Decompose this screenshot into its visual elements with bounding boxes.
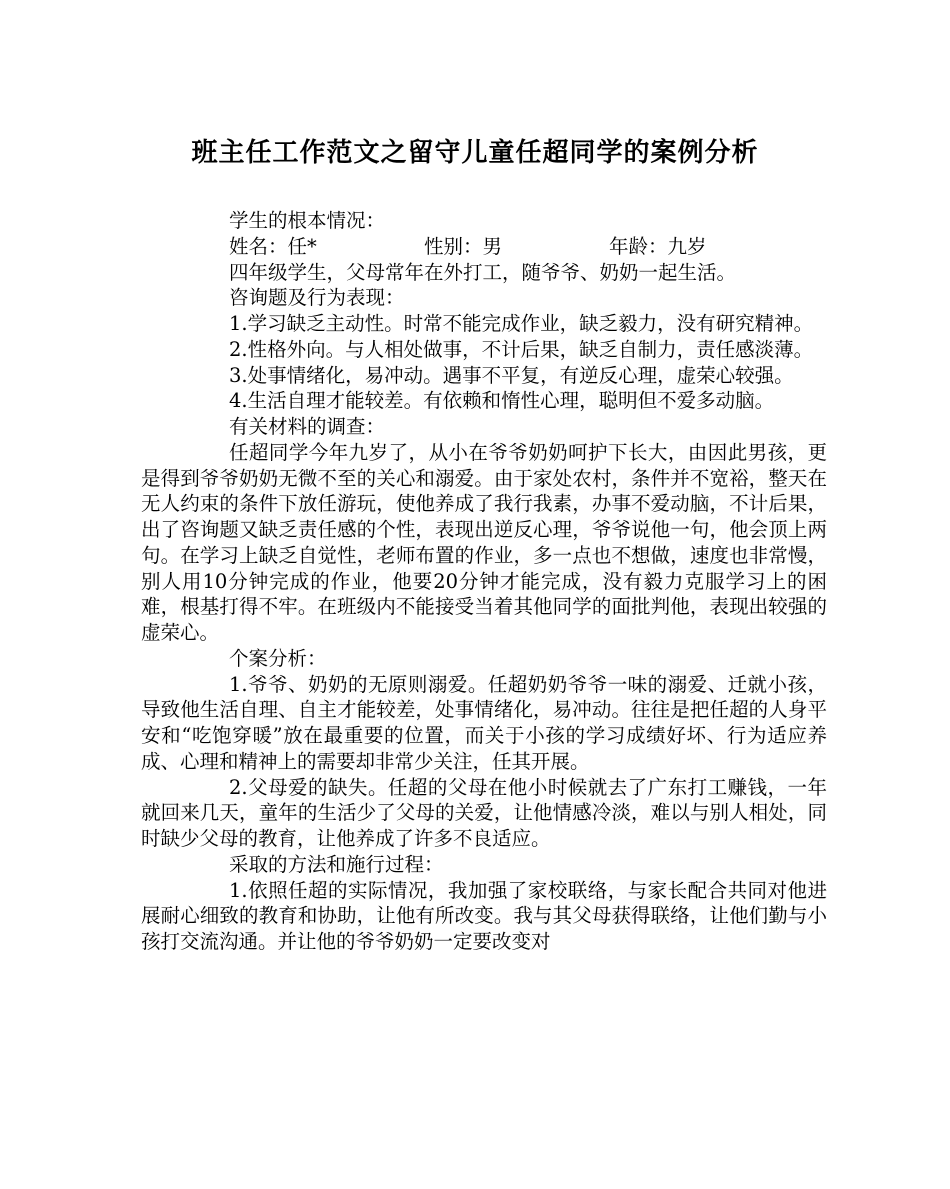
- section-heading: 咨询题及行为表现：: [229, 286, 405, 310]
- paragraph: 1.依照任超的实际情况，我加强了家校联络，与家长配合共同对他进展耐心细致的教育和协助，让他有所改变。我与其父母获得联络，让他们勤与小孩打交流沟通。并让他的爷爷奶奶一定要改变对: [141, 878, 827, 953]
- student-age: 年龄：九岁: [609, 234, 707, 258]
- paragraph: 2.父母爱的缺失。任超的父母在他小时候就去了广东打工赚钱，一年就回来几天，童年的生活少了父母的关爱，让他情感冷淡，难以与别人相处，同时缺少父母的教育，让他养成了许多不良适应。: [141, 775, 827, 850]
- student-name: 姓名：任*: [229, 234, 317, 258]
- paragraph: 2.性格外向。与人相处做事，不计后果，缺乏自制力，责任感淡薄。: [229, 337, 814, 361]
- document-title: 班主任工作范文之留守儿童任超同学的案例分析: [191, 138, 759, 168]
- section-heading: 采取的方法和施行过程：: [229, 852, 444, 876]
- paragraph: 4.生活自理才能较差。有依赖和惰性心理，聪明但不爱多动脑。: [229, 389, 775, 413]
- paragraph: 四年级学生，父母常年在外打工，随爷爷、奶奶一起生活。: [229, 260, 737, 284]
- student-info-row: [141, 234, 827, 260]
- section-heading: 个案分析：: [229, 646, 327, 670]
- paragraph: 任超同学今年九岁了，从小在爷爷奶奶呵护下长大，由因此男孩，更是得到爷爷奶奶无微不至的关心和溺爱。由于家处农村，条件并不宽裕，整天在无人约束的条件下放任游玩，使他养成了我行我素，办事不爱动脑，不计后果，出了咨询题又缺乏责任感的个性，表现出逆反心理，爷爷说他一句，他会顶上两句。在学习上缺乏自觉性，老师布置的作业，多一点也不想做，速度也非常慢，别人用10分钟完成的作业，他要20分钟才能完成，没有毅力克服学习上的困难，根基打得不牢。在班级内不能接受当着其他同学的面批判他，表现出较强的虚荣心。: [141, 440, 827, 644]
- student-gender: 性别：男: [424, 234, 503, 258]
- paragraph: 3.处事情绪化，易冲动。遇事不平复，有逆反心理，虚荣心较强。: [229, 363, 794, 387]
- basic-info-heading: 学生的根本情况：: [229, 209, 386, 232]
- paragraph: 1.爷爷、奶奶的无原则溺爱。任超奶奶爷爷一味的溺爱、迁就小孩，导致他生活自理、自主才能较差，处事情绪化，易冲动。往往是把任超的人身平安和“吃饱穿暖”放在最重要的位置，而关于小孩的学习成绩好坏、行为适应养成、心理和精神上的需要却非常少关注，任其开展。: [141, 672, 827, 773]
- section-heading: 有关材料的调查：: [229, 415, 386, 438]
- paragraph: 1.学习缺乏主动性。时常不能完成作业，缺乏毅力，没有研究精神。: [229, 312, 814, 335]
- document-body: [141, 208, 827, 955]
